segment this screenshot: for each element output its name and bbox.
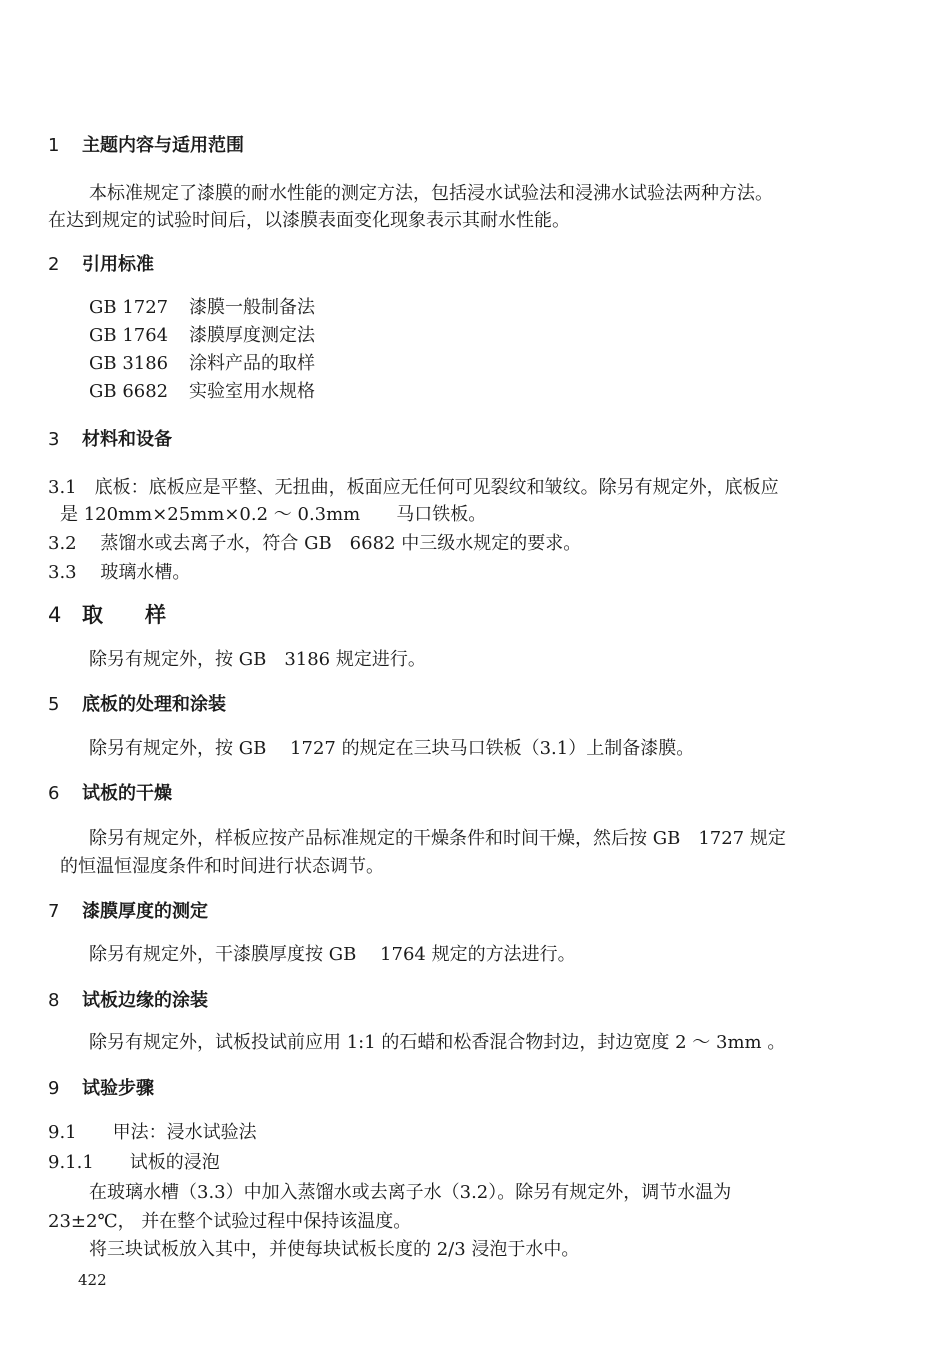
clause-9-1-1: 9.1.1 试板的浸泡 — [48, 1152, 220, 1173]
clause-9-1-1-para-2: 将三块试板放入其中，并使每块试板长度的 2/3 浸泡于水中。 — [89, 1239, 580, 1260]
section-7-text: 除另有规定外，干漆膜厚度按 GB 1764 规定的方法进行。 — [89, 944, 576, 965]
section-1-para-line-2: 在达到规定的试验时间后，以漆膜表面变化现象表示其耐水性能。 — [48, 210, 570, 231]
section-title: 漆膜厚度的测定 — [82, 901, 208, 922]
reference-name: 漆膜厚度测定法 — [189, 325, 315, 346]
section-number: 3 — [48, 429, 60, 450]
section-5-heading — [48, 690, 226, 716]
reference-item — [89, 321, 315, 347]
section-number: 6 — [48, 783, 60, 804]
reference-code: GB 1727 — [89, 297, 169, 318]
section-title: 试板的干燥 — [82, 783, 172, 804]
section-title: 取 样 — [82, 603, 166, 627]
section-7-heading — [48, 897, 208, 923]
reference-item — [89, 293, 315, 319]
section-1-para-line-1: 本标准规定了漆膜的耐水性能的测定方法，包括浸水试验法和浸沸水试验法两种方法。 — [89, 183, 773, 204]
reference-code: GB 1764 — [89, 325, 169, 346]
reference-name: 涂料产品的取样 — [189, 353, 315, 374]
section-title: 引用标准 — [82, 254, 154, 275]
section-number: 1 — [48, 135, 60, 156]
clause-9-1-1-para-line-2: 23±2℃， 并在整个试验过程中保持该温度。 — [48, 1211, 412, 1232]
section-4-text: 除另有规定外，按 GB 3186 规定进行。 — [89, 649, 426, 670]
section-title: 材料和设备 — [82, 429, 172, 450]
reference-name: 实验室用水规格 — [189, 381, 315, 402]
section-1-heading — [48, 131, 244, 157]
section-5-text: 除另有规定外，按 GB 1727 的规定在三块马口铁板（3.1）上制备漆膜。 — [89, 738, 695, 759]
section-title: 试验步骤 — [82, 1078, 154, 1099]
clause-9-1-1-para-line-1: 在玻璃水槽（3.3）中加入蒸馏水或去离子水（3.2）。除另有规定外，调节水温为 — [89, 1182, 732, 1203]
section-6-line-1: 除另有规定外，样板应按产品标准规定的干燥条件和时间干燥，然后按 GB 1727 规定 — [89, 828, 786, 849]
reference-name: 漆膜一般制备法 — [189, 297, 315, 318]
reference-code: GB 3186 — [89, 353, 169, 374]
section-2-heading — [48, 250, 154, 276]
clause-3-2: 3.2 蒸馏水或去离子水，符合 GB 6682 中三级水规定的要求。 — [48, 533, 582, 554]
section-title: 试板边缘的涂装 — [82, 990, 208, 1011]
section-number: 5 — [48, 694, 60, 715]
section-number: 9 — [48, 1078, 60, 1099]
clause-3-1-line-2: 是 120mm×25mm×0.2 ～ 0.3mm 马口铁板。 — [60, 504, 487, 525]
section-title: 底板的处理和涂装 — [82, 694, 226, 715]
section-number: 2 — [48, 254, 60, 275]
section-title: 主题内容与适用范围 — [82, 135, 244, 156]
section-9-heading — [48, 1074, 154, 1100]
section-6-heading — [48, 779, 172, 805]
reference-item — [89, 349, 315, 375]
clause-3-1-line-1: 3.1 底板：底板应是平整、无扭曲，板面应无任何可见裂纹和皱纹。除另有规定外，底板应 — [48, 477, 779, 498]
clause-9-1: 9.1 甲法：浸水试验法 — [48, 1122, 257, 1143]
section-3-heading — [48, 425, 172, 451]
section-8-heading — [48, 986, 208, 1012]
page-number: 422 — [78, 1271, 107, 1289]
section-4-heading — [48, 599, 166, 629]
reference-item — [89, 377, 315, 403]
reference-code: GB 6682 — [89, 381, 169, 402]
section-number: 4 — [48, 603, 62, 627]
section-number: 7 — [48, 901, 60, 922]
section-8-text: 除另有规定外，试板投试前应用 1:1 的石蜡和松香混合物封边，封边宽度 2 ～ 3mm 。 — [89, 1032, 786, 1053]
section-6-line-2: 的恒温恒湿度条件和时间进行状态调节。 — [60, 856, 384, 877]
clause-3-3: 3.3 玻璃水槽。 — [48, 562, 191, 583]
section-number: 8 — [48, 990, 60, 1011]
